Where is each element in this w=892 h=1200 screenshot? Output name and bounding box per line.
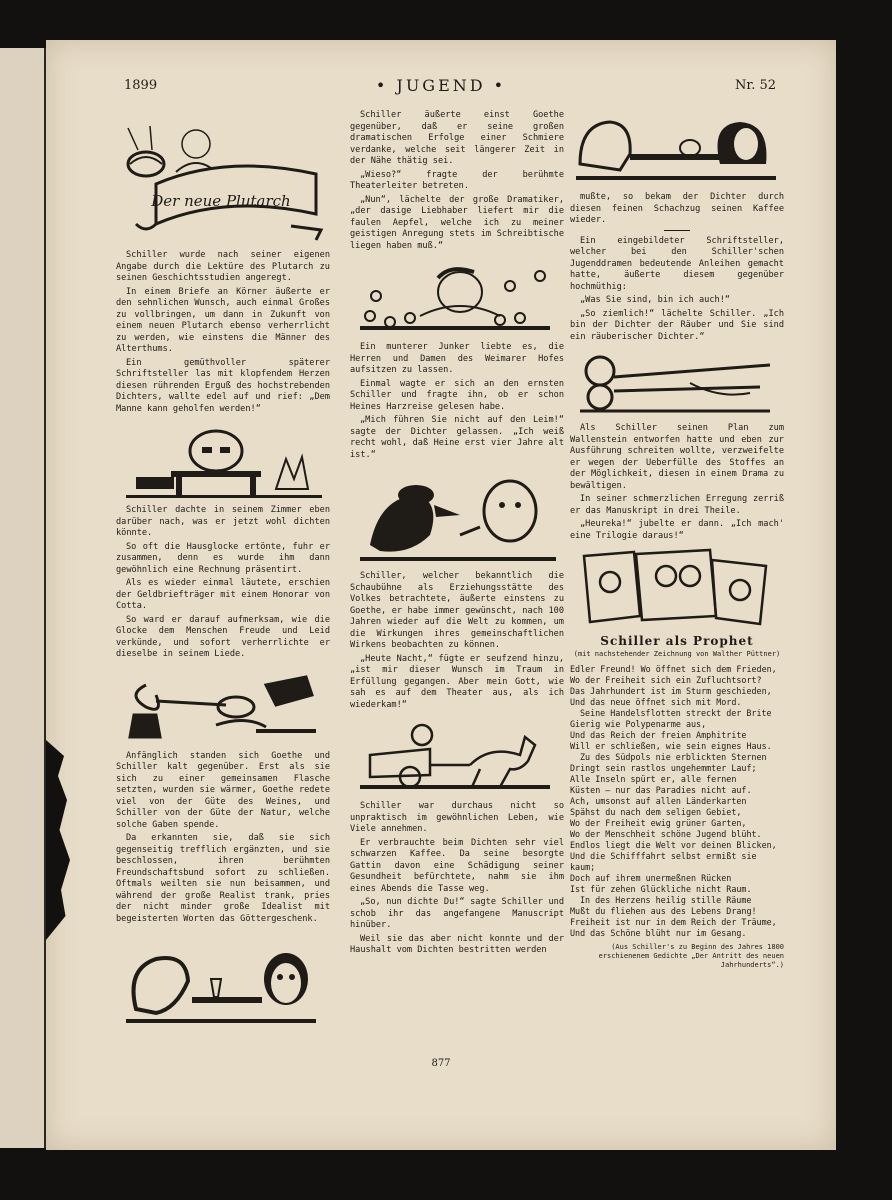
bell-illustration: [116, 665, 330, 745]
poem-line: Mußt du fliehen aus des Lebens Drang!: [570, 906, 757, 916]
paragraph: „Wieso?“ fragte der berühmte Theaterleiter betreten.: [350, 169, 564, 191]
magazine-page: [46, 40, 836, 1150]
poem-subtitle: (mit nachstehender Zeichnung von Walther Püttner): [573, 649, 781, 658]
torn-edge: [46, 740, 76, 940]
poem-line: Endlos liegt die Welt vor deinen Blicken,: [570, 840, 777, 850]
paragraph: „Nun“, lächelte der große Dramatiker, „der dasige Liebhaber liefert mir die faulen Aepfel, welche ich zu meiner geistigen Anregung stets im Schreibtische liegen haben muß.“: [350, 194, 564, 251]
paragraph: Ein eingebildeter Schriftsteller, welcher bei den Schiller'schen Jugenddramen bedeutende Anleihen gemacht hatte, äußerte diesem gegenüber hochmüthig:: [570, 235, 784, 292]
paragraph: Weil sie das aber nicht konnte und der Haushalt vom Dichten bestritten werden: [350, 933, 564, 955]
poem-source-note: (Aus Schiller's zu Beginn des Jahres 1800 erschienenem Gedichte „Der Antritt des neuen Jahrhunderts“.): [598, 943, 784, 969]
goethe-schiller-drinking-illustration: [116, 929, 330, 1029]
schiller-desk-illustration: [116, 419, 330, 499]
paragraph: Er verbrauchte beim Dichten sehr viel schwarzen Kaffee. Da seine besorgte Gattin davon eine Schädigung seiner Gesundheit befürchtete, nahm sie ihm eines Abends die Tasse weg.: [350, 837, 564, 894]
poem-line: Und das Schöne blüht nur im Gesang.: [570, 928, 747, 938]
plutarch-banner-illustration: [116, 114, 330, 244]
poem-line: Gierig wie Polypenarme aus,: [570, 719, 707, 729]
poem-line: Wo der Freiheit ewig grüner Garten,: [570, 818, 747, 828]
carriage-illustration: [350, 715, 564, 795]
poem-line: Und die Schifffahrt selbst ermißt sie kaum;: [570, 851, 757, 872]
paragraph: Da erkannten sie, daß sie sich gegenseitig trefflich ergänzten, und sie beschlossen, ihren berühmten Freundschaftsbund sofort zu schließen. Oftmals weilten sie nun beisammen, und während der große Realist trank, pries der nicht minder große Idealist mit begeisterten Worten das Göttergeschenk.: [116, 833, 330, 924]
poem-body: [570, 664, 784, 939]
poem-line: Und das neue öffnet sich mit Mord.: [570, 697, 742, 707]
poem-line: Und das Reich der freien Amphitrite: [570, 730, 747, 740]
coffee-table-illustration: [570, 114, 784, 186]
paragraph: „Mich führen Sie nicht auf den Leim!“ sagte der Dichter gelassen. „Ich weiß recht wohl, daß Heine erst vier Jahre alt ist.“: [350, 415, 564, 460]
paragraph: Als Schiller seinen Plan zum Wallenstein entworfen hatte und eben zur Ausführung schreiten wollte, verzweifelte er wegen der Ueberfülle des Stoffes an der Möglichkeit, diesen in einem Drama zu bewältigen.: [570, 423, 784, 491]
paragraph: Als es wieder einmal läutete, erschien der Geldbriefträger mit einem Honorar von Cotta.: [116, 578, 330, 611]
paragraph: Anfänglich standen sich Goethe und Schiller kalt gegenüber. Erst als sie sich zu einer gemeinsamen Flasche setzten, wurden sie wärmer, Goethe redete viel von der Güte des Weines, und Schiller von der Güte der Natur, welche solche Gaben spende.: [116, 750, 330, 830]
paragraph: In seiner schmerzlichen Erregung zerriß er das Manuskript in drei Theile.: [570, 494, 784, 516]
apples-illustration: [350, 256, 564, 336]
paragraph: So ward er darauf aufmerksam, wie die Glocke dem Menschen Freude und Leid verkünde, und sofort verherrlichte er dieselbe in seinem Liede.: [116, 614, 330, 659]
paragraph: Ein gemüthvoller späterer Schriftsteller las mit klopfendem Herzen diesen rührenden Erguß des hochstrebenden Dichters, wallte edel auf und rief: „Dem Manne kann geholfen werden!“: [116, 357, 330, 414]
poem-line: Seine Handelsflotten streckt der Brite: [580, 708, 772, 718]
paragraph: „So, nun dichte Du!“ sagte Schiller und schob ihr das angefangene Manuscript hinüber.: [350, 897, 564, 930]
column-2: [350, 110, 564, 959]
paragraph: Schiller dachte in seinem Zimmer eben darüber nach, was er jetzt wohl dichten könnte.: [116, 505, 330, 538]
header-issue: Nr. 52: [735, 78, 776, 93]
section-divider: [664, 230, 690, 231]
scissors-illustration: [570, 347, 784, 417]
paragraph: So oft die Hausglocke ertönte, fuhr er zusammen, denn es wurde ihm dann gewöhnlich eine Rechnung präsentirt.: [116, 541, 330, 575]
paragraph: „Was Sie sind, bin ich auch!“: [580, 295, 731, 305]
page-header: [46, 76, 836, 106]
poem-line: Will er schließen, wie sein eignes Haus.: [570, 741, 772, 751]
paragraph: Schiller äußerte einst Goethe gegenüber, daß er seine großen dramatischen Erfolge einer Schmiere verdanke, welche seit längerer Zeit in der Nähe thätig sei.: [350, 110, 564, 166]
poem-line: Ach, umsonst auf allen Länderkarten: [570, 796, 747, 806]
paragraph: „Heureka!“ jubelte er dann. „Ich mach' eine Trilogie daraus!“: [570, 519, 784, 541]
paragraph: In einem Briefe an Körner äußerte er den sehnlichen Wunsch, auch einmal Großes zu vollbringen, um dann in Zukunft von einem neuen Plutarch ebenso verherrlicht zu werden, wie einstens die Männer des Alterthums.: [116, 286, 330, 354]
poem-line: Freiheit ist nur in dem Reich der Träume,: [570, 917, 777, 927]
poem-line: In des Herzens heilig stille Räume: [580, 895, 752, 905]
poem-line: Doch auf ihrem unermeßnen Rücken: [570, 873, 732, 883]
poem-line: Zu des Südpols nie erblickten Sternen: [580, 752, 767, 762]
junker-illustration: [350, 465, 564, 565]
column-1: [116, 110, 330, 1035]
poem-line: Spähst du nach dem seligen Gebiet,: [570, 807, 742, 817]
previous-page-edge: [0, 48, 47, 1148]
header-title: • JUGEND •: [375, 76, 507, 95]
header-year: 1899: [124, 78, 158, 93]
page-number: 877: [431, 1058, 451, 1069]
paragraph: mußte, so bekam der Dichter durch diesen feinen Schachzug seinen Kaffee wieder.: [570, 192, 784, 225]
paragraph: „Heute Nacht,“ fügte er seufzend hinzu, „ist mir dieser Wunsch im Traum in Erfüllung gegangen. Aber mein Gott, wie sah es auf dem Theater aus, als ich wiederkam!“: [350, 653, 564, 710]
paragraph: Ein munterer Junker liebte es, die Herren und Damen des Weimarer Hofes aufsitzen zu lassen.: [350, 342, 564, 375]
poem-line: Das Jahrhundert ist im Sturm geschieden,: [570, 686, 772, 696]
paragraph: Schiller war durchaus nicht so unpraktisch im gewöhnlichen Leben, wie Viele annehmen.: [350, 801, 564, 834]
poem-line: Wo der Menschheit schöne Jugend blüht.: [570, 829, 762, 839]
poem-line: Ist für zehen Glückliche nicht Raum.: [570, 884, 752, 894]
poem-line: Küsten — nur das Paradies nicht auf.: [570, 785, 752, 795]
poem-line: Wo der Freiheit sich ein Zufluchtsort?: [570, 675, 762, 685]
paragraph: „So ziemlich!“ lächelte Schiller. „Ich bin der Dichter der Räuber und Sie sind ein räuberischer Dichter.“: [570, 308, 784, 342]
trilogy-illustration: [570, 546, 784, 630]
paragraph: Schiller, welcher bekanntlich die Schaubühne als Erziehungsstätte des Volkes betrachtete, äußerte einstens zu Goethe, er habe immer gewünscht, nach 100 Jahren wieder auf die Welt zu kommen, um die Wirkungen ihres gemeinschaftlichen Wirkens beobachten zu können.: [350, 571, 564, 650]
poem-line: Dringt sein rastlos ungehemmter Lauf;: [570, 763, 757, 773]
banner-text: Der neue Plutarch: [151, 192, 291, 210]
paragraph: Schiller wurde nach seiner eigenen Angabe durch die Lektüre des Plutarch zu seinen Geschichtsstudien angeregt.: [116, 250, 330, 283]
poem-title: Schiller als Prophet: [600, 634, 754, 648]
column-3: [570, 110, 784, 970]
poem-line: Edler Freund! Wo öffnet sich dem Frieden,: [570, 664, 777, 674]
poem-line: Alle Inseln spürt er, alle fernen: [570, 774, 737, 784]
paragraph: Einmal wagte er sich an den ernsten Schiller und fragte ihn, ob er schon Heines Harzreise gelesen habe.: [350, 378, 564, 412]
